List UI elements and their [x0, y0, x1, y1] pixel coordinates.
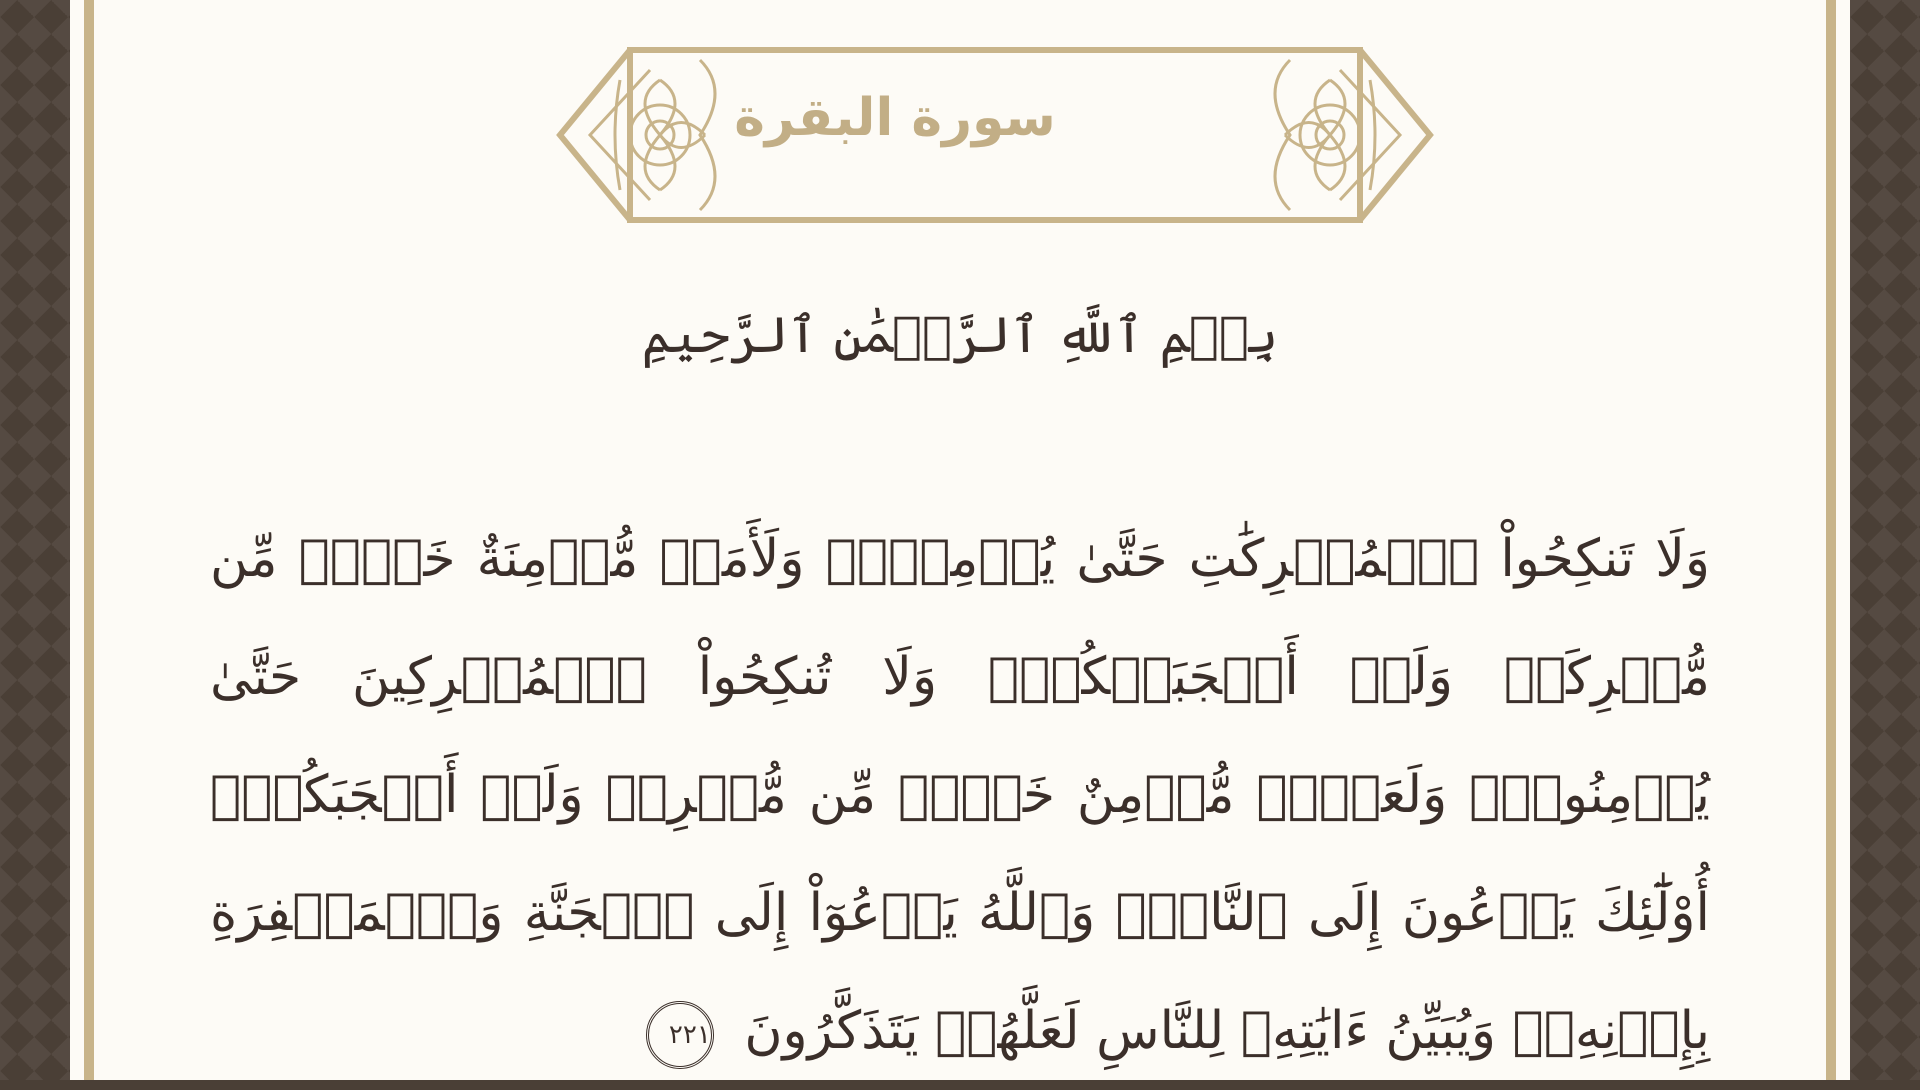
basmala: بِسۡمِ ٱللَّهِ ٱلرَّحۡمَٰنِ ٱلرَّحِيمِ	[641, 306, 1279, 364]
right-gold-rule	[1826, 0, 1836, 1080]
left-gold-rule	[84, 0, 94, 1080]
page-sheet	[70, 0, 1850, 1080]
surah-title: سورة البقرة	[734, 88, 1056, 148]
left-pattern-border	[0, 0, 70, 1080]
verse-body: وَلَا تَنكِحُواْ ٱلۡمُشۡرِكَٰتِ حَتَّىٰ يُؤۡمِنَّۚ وَلَأَمَةٞ مُّؤۡمِنَةٌ خَيۡرٞ مِّن مُّشۡرِكَةٖ وَلَوۡ أَعۡجَبَتۡكُمۡۗ وَلَا تُنكِحُواْ ٱلۡمُشۡرِكِينَ حَتَّىٰ يُؤۡمِنُواْۚ وَلَعَبۡدٞ مُّؤۡمِنٌ خَيۡرٞ مِّن مُّشۡرِكٖ وَلَوۡ أَعۡجَبَكُمۡۗ أُوْلَٰٓئِكَ يَدۡعُونَ إِلَى ٱلنَّارِۖ وَٱللَّهُ يَدۡعُوٓاْ إِلَى ٱلۡجَنَّةِ وَٱلۡمَغۡفِرَةِ بِإِذۡنِهِۦۖ وَيُبَيِّنُ ءَايَٰتِهِۦ لِلنَّاسِ لَعَلَّهُمۡ يَتَذَكَّرُونَ	[210, 529, 1710, 1061]
right-pattern-border	[1850, 0, 1920, 1080]
verse-text	[210, 500, 1710, 1090]
ayah-number-marker: ٢٢١	[646, 1001, 714, 1069]
